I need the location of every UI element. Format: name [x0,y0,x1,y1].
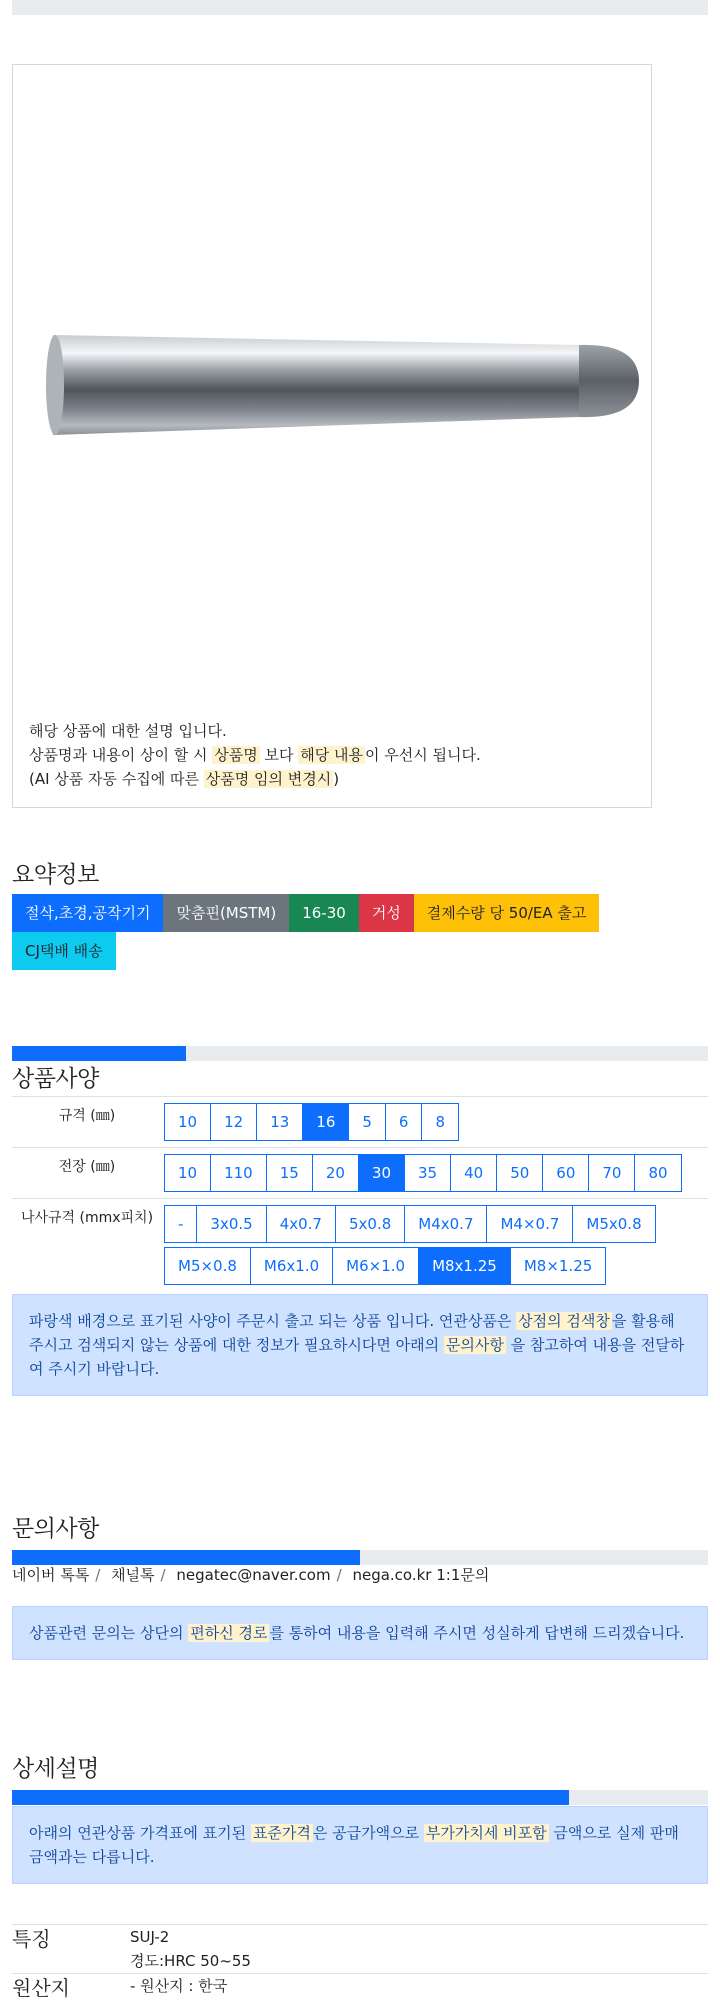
spec-option-button[interactable]: 70 [588,1154,635,1192]
spec-option-button[interactable]: 20 [312,1154,359,1192]
highlight-content: 해당 내용 [300,746,363,764]
top-progress-bar [12,0,708,15]
tag-type: 맞춤핀(MSTM) [163,894,289,932]
highlight-route: 편하신 경로 [190,1624,268,1642]
inquiry-title: 문의사항 [12,1516,99,1542]
spec-option-button[interactable]: 110 [210,1154,267,1192]
summary-title: 요약정보 [12,862,99,888]
spec-progress [12,1046,708,1061]
link-email[interactable]: negatec@naver.com [176,1566,331,1584]
spec-option-button[interactable]: 13 [256,1103,303,1141]
spec-option-button[interactable]: M4x0.7 [404,1205,487,1243]
feature-value: SUJ-2 [130,1928,170,1946]
link-site-inquiry[interactable]: nega.co.kr 1:1문의 [352,1566,490,1584]
detail-title: 상세설명 [12,1756,99,1782]
spec-label: 전장 (㎜) [12,1148,162,1199]
product-description [29,719,481,791]
summary-tags [12,894,652,970]
spec-label: 나사규격 (mmx피치) [12,1199,162,1292]
tag-quantity: 결제수량 당 50/EA 출고 [414,894,600,932]
desc-line-1: 해당 상품에 대한 설명 입니다. [29,722,227,740]
desc-line-2: 상품명과 내용이 상이 할 시 상품명 보다 해당 내용 이 우선시 됩니다. [29,746,481,764]
spec-option-button[interactable]: M6×1.0 [332,1247,419,1285]
spec-option-button[interactable]: 40 [450,1154,497,1192]
spec-row-length [12,1148,708,1199]
spec-option-button[interactable]: 50 [496,1154,543,1192]
spec-option-button[interactable]: 30 [358,1154,405,1192]
contact-links: 네이버 톡톡 / 채널톡 / negatec@naver.com / nega.co.kr 1:1문의 [12,1566,490,1584]
feature-row [12,1974,708,2003]
spec-option-button[interactable]: 3x0.5 [196,1205,266,1243]
inquiry-notice: 상품관련 문의는 상단의 편하신 경로 를 통하여 내용을 입력해 주시면 성실하게 답변해 드리겠습니다. [12,1606,708,1660]
spec-option-button[interactable]: M5x0.8 [572,1205,655,1243]
spec-option-button[interactable]: 10 [164,1154,211,1192]
product-image [39,303,639,473]
tag-range: 16-30 [289,894,359,932]
feature-row [12,1925,708,1974]
desc-line-3: (AI 상품 자동 수집에 따른 상품명 임의 변경시 ) [29,770,340,788]
spec-option-button[interactable]: 5 [348,1103,386,1141]
highlight-standard-price: 표준가격 [252,1824,311,1842]
spec-option-button[interactable]: M8x1.25 [418,1247,511,1285]
spec-option-button[interactable]: 4x0.7 [266,1205,336,1243]
spec-option-button[interactable]: 10 [164,1103,211,1141]
spec-option-button[interactable]: 80 [634,1154,681,1192]
spec-option-button[interactable]: - [164,1205,197,1243]
spec-option-button[interactable]: 15 [266,1154,313,1192]
spec-option-button[interactable]: M5×0.8 [164,1247,251,1285]
highlight-inquiry: 문의사항 [445,1336,504,1354]
tag-shipping: CJ택배 배송 [12,932,116,970]
highlight-name-change: 상품명 임의 변경시 [205,770,332,788]
spec-label: 규격 (㎜) [12,1097,162,1148]
spec-title: 상품사양 [12,1066,99,1092]
features-table [12,1924,708,2002]
spec-option-button[interactable]: 5x0.8 [335,1205,405,1243]
spec-notice: 파랑색 배경으로 표기된 사양이 주문시 출고 되는 상품 입니다. 연관상품은 상점의 검색창 을 활용해 주시고 검색되지 않는 상품에 대한 정보가 필요하시다면 아래의 문의사항 을 참고하여 내용을 전달하여 주시기 바랍니다. [12,1294,708,1396]
spec-option-button[interactable]: 12 [210,1103,257,1141]
spec-option-button[interactable]: M6x1.0 [250,1247,333,1285]
spec-option-button[interactable]: 16 [302,1103,349,1141]
spec-option-button[interactable]: 60 [542,1154,589,1192]
link-naver-talk[interactable]: 네이버 톡톡 [12,1566,90,1584]
tag-category: 절삭,초경,공작기기 [12,894,163,932]
highlight-product-name: 상품명 [214,746,258,764]
spec-option-button[interactable]: M4×0.7 [486,1205,573,1243]
highlight-vat: 부가가치세 비포함 [425,1824,547,1842]
tag-brand: 거성 [359,894,414,932]
feature-value: 경도:HRC 50~55 [130,1952,251,1970]
highlight-search: 상점의 검색창 [518,1312,610,1330]
link-channel-talk[interactable]: 채널톡 [111,1566,155,1584]
spec-option-button[interactable]: 35 [404,1154,451,1192]
spec-row-thread [12,1199,708,1292]
spec-row-size [12,1097,708,1148]
spec-option-button[interactable]: 8 [421,1103,459,1141]
detail-progress [12,1790,708,1805]
feature-key: 원산지 [12,1974,130,2003]
feature-key: 특징 [12,1925,130,1974]
product-image-box [12,64,652,808]
spec-table [12,1096,708,1291]
spec-option-button[interactable]: 6 [385,1103,423,1141]
spec-option-button[interactable]: M8×1.25 [510,1247,606,1285]
inquiry-progress [12,1550,708,1565]
feature-value: - 원산지 : 한국 [130,1977,228,1995]
detail-notice: 아래의 연관상품 가격표에 표기된 표준가격 은 공급가액으로 부가가치세 비포함 금액으로 실제 판매금액과는 다릅니다. [12,1806,708,1884]
